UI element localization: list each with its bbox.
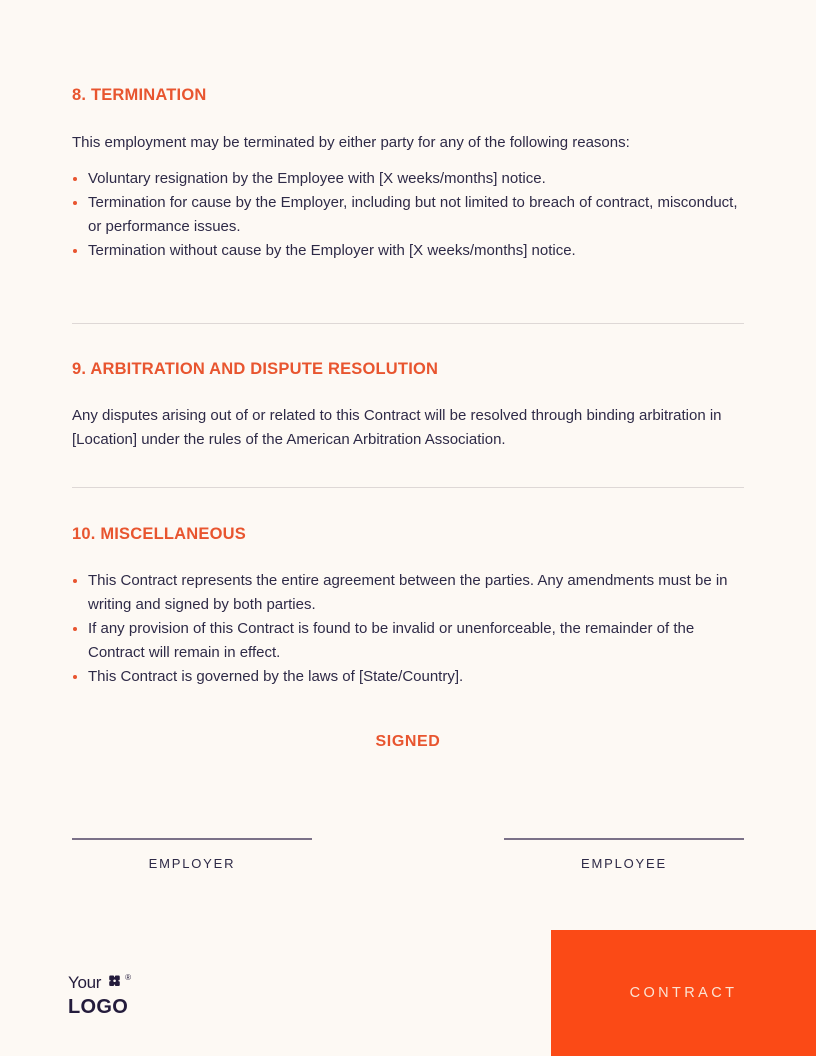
- list-item: Voluntary resignation by the Employee with [X weeks/months] notice.: [72, 167, 744, 191]
- termination-bullet-list: [72, 167, 744, 263]
- miscellaneous-bullet-list: [72, 569, 744, 689]
- list-item: This Contract is governed by the laws of [State/Country].: [72, 665, 744, 689]
- divider: [72, 323, 744, 324]
- employer-signature-block: [72, 838, 312, 871]
- section-heading-miscellaneous: 10. MISCELLANEOUS: [72, 525, 246, 543]
- list-item: Termination for cause by the Employer, including but not limited to breach of contract, misconduct, or performance issues.: [72, 191, 744, 239]
- contract-label: CONTRACT: [629, 985, 738, 1001]
- section-divider-1: [72, 323, 744, 324]
- employee-label: EMPLOYEE: [581, 856, 667, 871]
- arbitration-text: Any disputes arising out of or related to this Contract will be resolved through binding arbitration in [Location] under the rules of the American Arbitration Association.: [72, 407, 722, 448]
- list-item: This Contract represents the entire agreement between the parties. Any amendments must be in writing and signed by both parties.: [72, 569, 744, 617]
- employer-signature-line[interactable]: [72, 838, 312, 840]
- list-item: Termination without cause by the Employer with [X weeks/months] notice.: [72, 239, 744, 263]
- clover-icon: [106, 975, 123, 996]
- logo: [68, 974, 188, 1017]
- signed-section: [72, 733, 744, 751]
- section-heading-termination: 8. TERMINATION: [72, 86, 207, 104]
- logo-top-row: [68, 974, 188, 996]
- section-arbitration: [72, 360, 744, 380]
- divider: [72, 487, 744, 488]
- logo-bottom-text: LOGO: [68, 996, 129, 1018]
- section-miscellaneous: [72, 525, 744, 545]
- section-arbitration-body: [72, 404, 744, 452]
- logo-your-text: Your: [68, 973, 102, 992]
- termination-intro-text: This employment may be terminated by either party for any of the following reasons:: [72, 134, 630, 151]
- registered-icon: ®: [125, 973, 132, 982]
- employer-label: EMPLOYER: [148, 856, 236, 871]
- section-termination-intro: [72, 131, 744, 155]
- section-heading-arbitration: 9. ARBITRATION AND DISPUTE RESOLUTION: [72, 360, 439, 378]
- signed-title: SIGNED: [375, 733, 441, 750]
- list-item: If any provision of this Contract is found to be invalid or unenforceable, the remainder of the Contract will remain in effect.: [72, 617, 744, 665]
- contract-badge: [551, 930, 816, 1056]
- section-termination: [72, 86, 744, 106]
- employee-signature-line[interactable]: [504, 838, 744, 840]
- signature-row: [72, 838, 744, 871]
- employee-signature-block: [504, 838, 744, 871]
- section-divider-2: [72, 487, 744, 488]
